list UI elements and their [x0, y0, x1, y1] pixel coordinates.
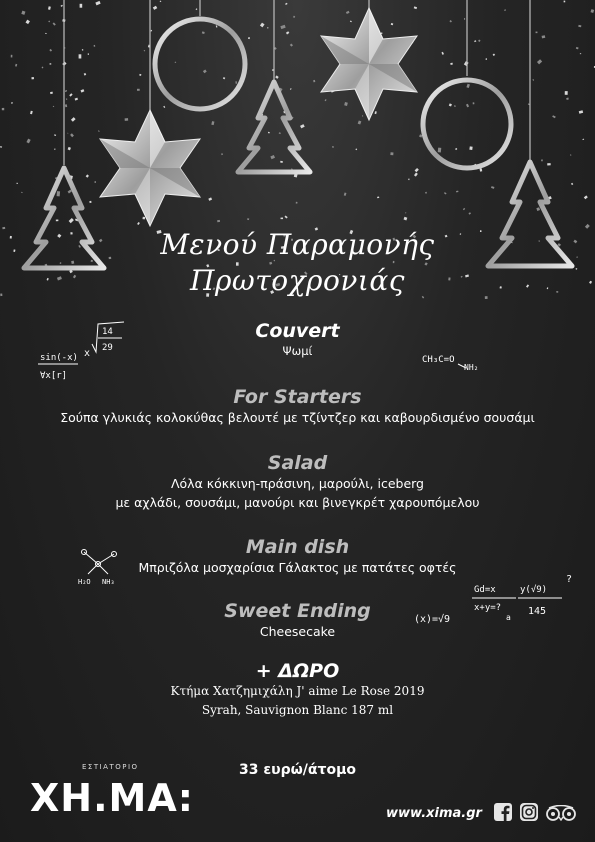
menu-title-line2: Πρωτοχρονιάς — [190, 264, 405, 297]
section-item: Λόλα κόκκινη-πράσινη, μαρούλι, iceberg — [170, 476, 424, 491]
doodle-text: 29 — [102, 343, 113, 353]
section-item: Μπριζόλα μοσχαρίσια Γάλακτος με πατάτες οφτές — [138, 560, 457, 575]
molecule-doodle — [76, 546, 124, 588]
section-item: Syrah, Sauvignon Blanc 187 ml — [201, 703, 394, 717]
section-gift — [0, 660, 595, 720]
doodle-text: sin(-x) — [40, 353, 78, 363]
doodle-text: √9 — [438, 614, 451, 625]
menu-title-line1: Μενού Παραμονής — [160, 228, 435, 261]
doodle-text: NH₂ — [464, 363, 479, 372]
section-heading: Salad — [267, 452, 328, 474]
section-salad — [0, 452, 595, 512]
section-item: Σούπα γλυκιάς κολοκύθας βελουτέ με τζίντζερ και καβουρδισμένο σουσάμι — [60, 410, 535, 425]
section-heading: Sweet Ending — [224, 600, 371, 622]
doodle-text: x+y=? — [474, 603, 502, 613]
doodle-text: Gd=x — [474, 585, 496, 595]
section-item: Cheesecake — [259, 624, 336, 639]
instagram-icon[interactable] — [520, 803, 538, 821]
section-item: Ψωμί — [282, 344, 313, 358]
facebook-icon[interactable] — [494, 803, 512, 821]
section-heading: Main dish — [245, 536, 350, 558]
doodle-text: NH₃ — [102, 578, 115, 586]
doodle-text: (x)= — [414, 614, 439, 625]
left-star-ornament — [100, 110, 200, 226]
website-link[interactable]: www.xima.gr — [386, 806, 482, 821]
doodle-text: CH₃C=O — [422, 355, 455, 365]
brand-label: ΕΣΤΙΑΤΟΡΙΟ — [82, 763, 139, 771]
section-heading: For Starters — [233, 386, 362, 408]
right-formula-doodle — [420, 336, 500, 376]
doodle-text: x — [84, 348, 91, 359]
section-starters — [0, 386, 595, 427]
section-heading: Couvert — [255, 320, 340, 342]
doodle-text: ∀x[r] — [40, 371, 68, 381]
middle-tree-ornament — [238, 82, 310, 172]
doodle-text: y(√9) — [520, 585, 548, 595]
section-item: Κτήμα Χατζημιχάλη J' aime Le Rose 2019 — [170, 684, 425, 698]
price-per-person: 33 ευρώ/άτομο — [239, 762, 356, 778]
doodle-text: 145 — [528, 606, 547, 617]
bottom-formula-doodle — [412, 570, 584, 632]
left-ring-ornament — [155, 19, 245, 109]
doodle-text: H₂O — [78, 578, 91, 586]
doodle-text: ? — [566, 574, 573, 585]
brand-logo: ΧΗ.ΜΑ: — [30, 776, 194, 820]
doodle-text: 14 — [102, 327, 113, 337]
tripadvisor-icon[interactable] — [545, 805, 577, 821]
right-ring-ornament — [423, 80, 511, 168]
section-heading: + ΔΩΡΟ — [255, 660, 340, 682]
section-item: με αχλάδι, σουσάμι, μανούρι και βινεγκρέτ χαρουπόμελου — [115, 495, 480, 510]
doodle-text: a — [506, 613, 511, 622]
right-star-ornament — [321, 8, 417, 120]
left-formula-doodle — [38, 314, 130, 386]
